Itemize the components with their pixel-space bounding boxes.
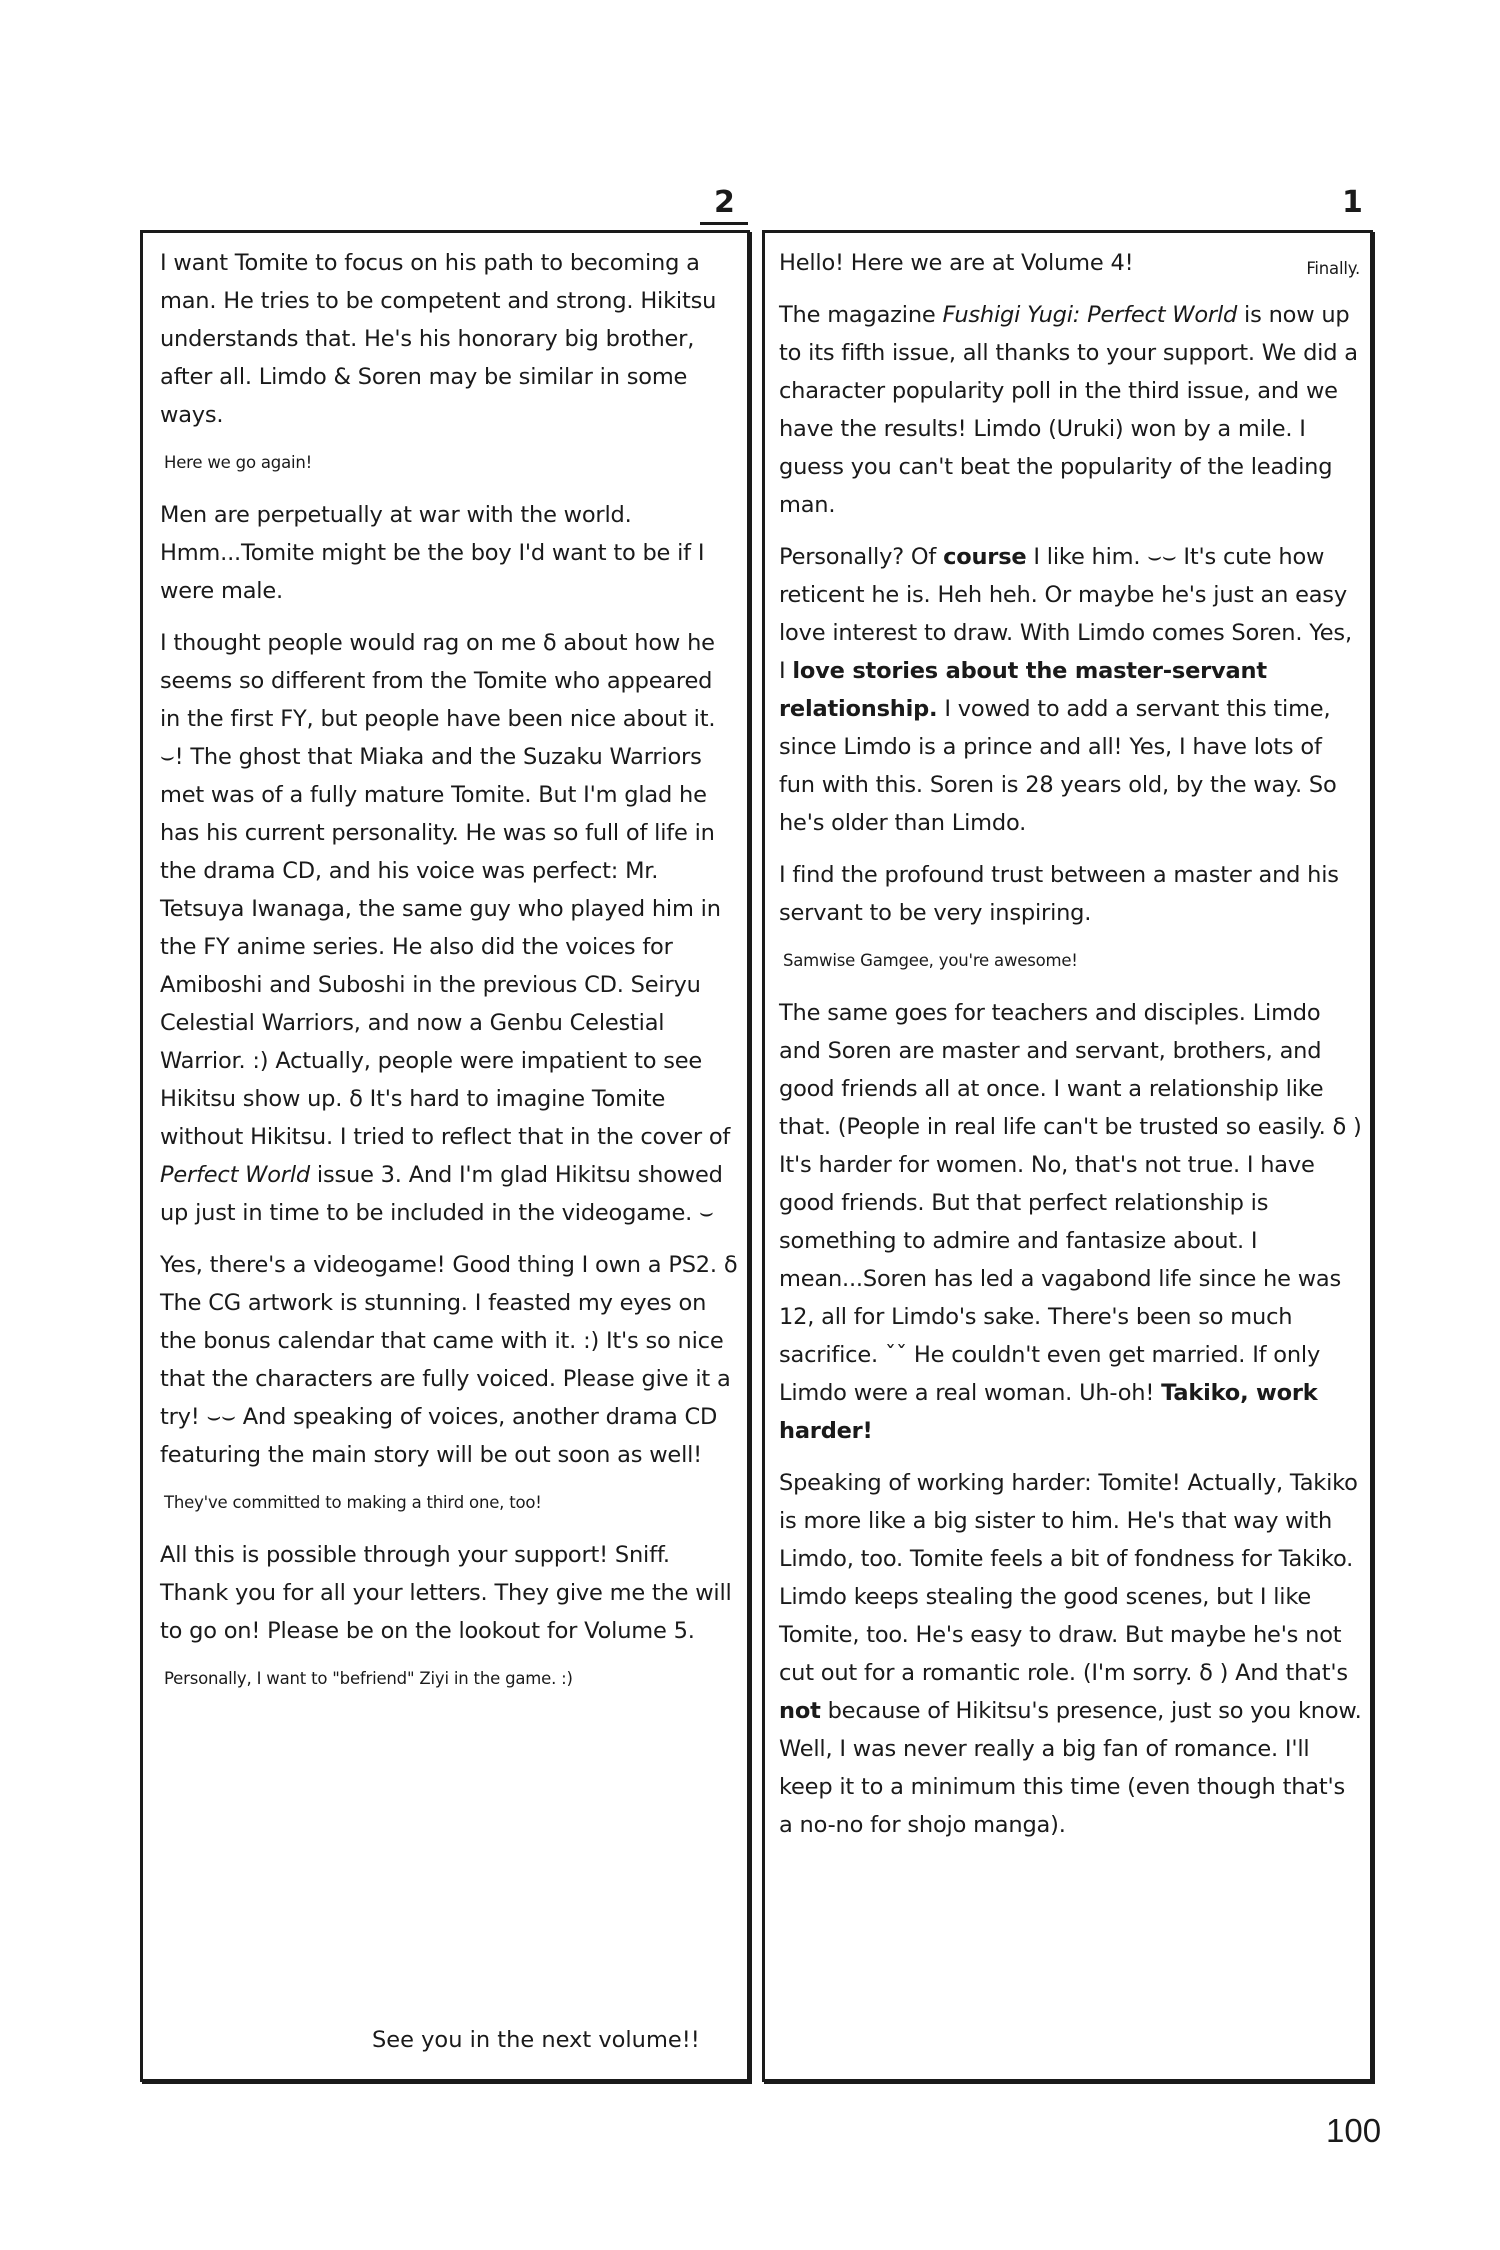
left-aside-2: They've committed to making a third one, too!: [164, 1493, 542, 1512]
left-paragraph-3-italic: Perfect World: [160, 1162, 310, 1188]
right-column-number: 1: [1342, 185, 1363, 220]
right-paragraph-3-text: Personally? Of: [779, 544, 944, 570]
left-column-text: [160, 244, 738, 1712]
right-paragraph-3-mid: I like him. ⌣⌣ It's cute how reticent he is. Heh heh. Or maybe he's just an easy love interest to draw. With Limdo comes Soren. Yes, I: [779, 544, 1352, 684]
sign-off: See you in the next volume!!: [372, 2027, 700, 2053]
left-paragraph-3-text: I thought people would rag on me δ about how he seems so different from the Tomite who appeared in the first FY, but people have been nice about it. ⌣! The ghost that Miaka and the Suzaku Warriors met was of a fully mature Tomite. But I'm glad he has his current personality. He was so full of life in the drama CD, and his voice was perfect: Mr. Tetsuya Iwanaga, the same guy who played him in the FY anime series. He also did the voices for Amiboshi and Suboshi in the previous CD. Seiryu Celestial Warriors, and now a Genbu Celestial Warrior. :) Actually, people were impatient to see Hikitsu show up. δ It's hard to imagine Tomite without Hikitsu. I tried to reflect that in the cover of: [160, 630, 731, 1150]
left-paragraph-3: [160, 624, 738, 1232]
right-paragraph-3: [779, 538, 1364, 842]
left-column-number: 2: [714, 185, 735, 220]
right-paragraph-2-rest: is now up to its fifth issue, all thanks to your support. We did a character popularity poll in the third issue, and we have the results! Limdo (Uruki) won by a mile. I guess you can't beat the popularity of the leading man.: [779, 302, 1358, 518]
right-paragraph-3-bold-1: course: [943, 544, 1027, 570]
left-paragraph-4: Yes, there's a videogame! Good thing I own a PS2. δ The CG artwork is stunning. I feasted my eyes on the bonus calendar that came with it. :) It's so nice that the characters are fully voiced. Please give it a try! ⌣⌣ And speaking of voices, another drama CD featuring the main story will be out soon as well!: [160, 1252, 738, 1468]
right-paragraph-2: [779, 296, 1364, 524]
left-paragraph-5: All this is possible through your support! Sniff. Thank you for all your letters. They give me the will to go on! Please be on the lookout for Volume 5.: [160, 1542, 732, 1644]
right-paragraph-5-bold: Takiko, work harder!: [779, 1380, 1318, 1444]
right-paragraph-2-text: The magazine: [779, 302, 943, 328]
right-column-text: [779, 244, 1364, 1858]
right-paragraph-4: I find the profound trust between a master and his servant to be very inspiring.: [779, 862, 1339, 926]
right-paragraph-1: [779, 244, 1364, 282]
left-aside-1: Here we go again!: [164, 453, 313, 472]
left-paragraph-2: Men are perpetually at war with the world. Hmm...Tomite might be the boy I'd want to be if I were male.: [160, 502, 705, 604]
right-paragraph-6-bold: not: [779, 1698, 821, 1724]
right-paragraph-3-rest: I vowed to add a servant this time, since Limdo is a prince and all! Yes, I have lots of fun with this. Soren is 28 years old, by the way. So he's older than Limdo.: [779, 696, 1337, 836]
right-paragraph-6-rest: because of Hikitsu's presence, just so you know. Well, I was never really a big fan of romance. I'll keep it to a minimum this time (even though that's a no-no for shojo manga).: [779, 1698, 1362, 1838]
right-aside-1: Finally.: [1306, 259, 1360, 278]
page-number: 100: [1326, 2112, 1382, 2149]
right-paragraph-2-magazine: Fushigi Yugi: Perfect World: [942, 302, 1238, 328]
right-paragraph-6-text: Speaking of working harder: Tomite! Actually, Takiko is more like a big sister to him. He's that way with Limdo, too. Tomite feels a bit of fondness for Takiko. Limdo keeps stealing the good scenes, but I like Tomite, too. He's easy to draw. But maybe he's not cut out for a romantic role. (I'm sorry. δ ) And that's: [779, 1470, 1358, 1686]
left-column-number-underline: [700, 222, 748, 225]
right-paragraph-3-bold-2: love stories about the master-servant relationship.: [779, 658, 1267, 722]
left-aside-3: Personally, I want to "befriend" Ziyi in the game. :): [164, 1669, 573, 1688]
right-paragraph-6: [779, 1464, 1364, 1844]
left-paragraph-1: I want Tomite to focus on his path to becoming a man. He tries to be competent and strong. Hikitsu understands that. He's his honorary big brother, after all. Limdo & Soren may be similar in some ways.: [160, 250, 717, 428]
right-paragraph-5: [779, 994, 1364, 1450]
right-paragraph-1-text: Hello! Here we are at Volume 4!: [779, 250, 1134, 276]
right-aside-2: Samwise Gamgee, you're awesome!: [783, 951, 1078, 970]
right-paragraph-5-text: The same goes for teachers and disciples. Limdo and Soren are master and servant, brothers, and good friends all at once. I want a relationship like that. (People in real life can't be trusted so easily. δ ) It's harder for women. No, that's not true. I have good friends. But that perfect relationship is something to admire and fantasize about. I mean...Soren has led a vagabond life since he was 12, all for Limdo's sake. There's been so much sacrifice. ˇˇ He couldn't even get married. If only Limdo were a real woman. Uh-oh!: [779, 1000, 1362, 1406]
left-paragraph-3-rest: issue 3. And I'm glad Hikitsu showed up just in time to be included in the videogame. ⌣: [160, 1162, 723, 1226]
